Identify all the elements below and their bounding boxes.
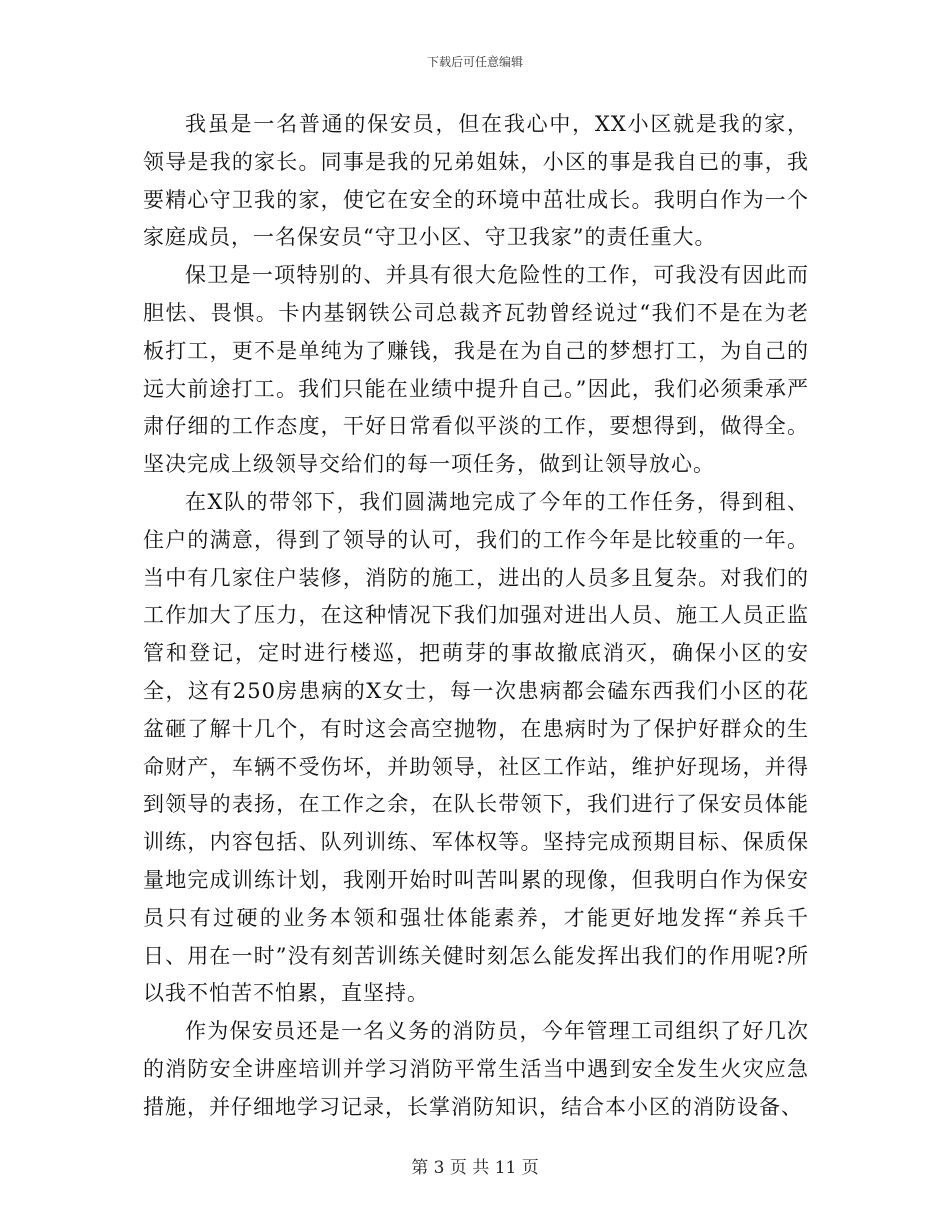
paragraph-2: 保卫是一项特别的、并具有很大危险性的工作，可我没有因此而胆怯、畏惧。卡内基钢铁公司总裁齐瓦勃曾经说过“我们不是在为老板打工，更不是单纯为了赚钱，我是在为自己的梦想打工，为自己的远大前途打工。我们只能在业绩中提升自己。”因此，我们必须秉承严肃仔细的工作态度，干好日常看似平淡的工作，要想得到，做得全。坚决完成上级领导交给们的每一项任务，做到让领导放心。 (143, 263, 809, 477)
paragraph-1: 我虽是一名普通的保安员，但在我心中，XX小区就是我的家，领导是我的家长。同事是我的兄弟姐妹，小区的事是我自已的事，我要精心守卫我的家，使它在安全的环境中茁壮成长。我明白作为一个家庭成员，一名保安员“守卫小区、守卫我家”的责任重大。 (143, 112, 809, 250)
page-number: 第 3 页 共 11 页 (411, 1158, 539, 1178)
page-footer (0, 1153, 950, 1178)
document-body (143, 106, 809, 1127)
paragraph-4: 作为保安员还是一名义务的消防员，今年管理工司组织了好几次的消防安全讲座培训并学习消防平常生活当中遇到安全发生火灾应急措施，并仔细地学习记录，长掌消防知识，结合本小区的消防设备、 (143, 1019, 809, 1119)
header-note: 下载后可任意编辑 (426, 55, 523, 69)
paragraph-3: 在X队的带邻下，我们圆满地完成了今年的工作任务，得到租、住户的满意，得到了领导的认可，我们的工作今年是比较重的一年。当中有几家住户装修，消防的施工，进出的人员多且复杂。对我们的工作加大了压力，在这种情况下我们加强对进出人员、施工人员正监管和登记，定时进行楼巡，把萌芽的事故撤底消灭，确保小区的安全，这有250房患病的X女士，每一次患病都会磕东西我们小区的花盆砸了解十几个，有时这会高空抛物，在患病时为了保护好群众的生命财产，车辆不受伤坏，并助领导，社区工作站，维护好现场，并得到领导的表扬，在工作之余，在队长带领下，我们进行了保安员体能训练，内容包括、队列训练、军体权等。坚持完成预期目标、保质保量地完成训练计划，我刚开始时叫苦叫累的现像，但我明白作为保安员只有过硬的业务本领和强壮体能素养，才能更好地发挥“养兵千日、用在一时”没有刻苦训练关健时刻怎么能发挥出我们的作用呢?所以我不怕苦不怕累，直坚持。 (143, 489, 809, 1006)
